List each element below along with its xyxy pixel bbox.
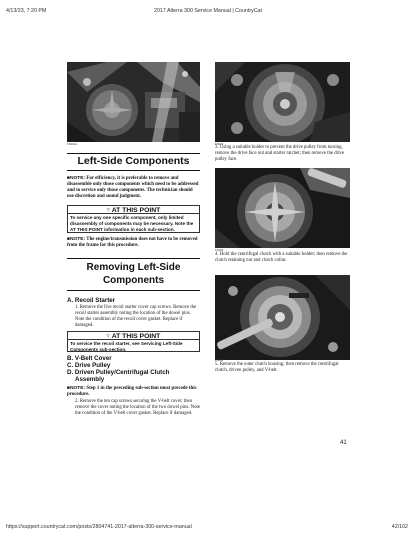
- subsection-drive-pulley: C. Drive Pulley: [67, 362, 111, 369]
- figure-label: FS001A: [67, 142, 78, 146]
- note-step-one: ■NOTE: Step 1 in the preceding sub-section must precede this procedure.: [67, 386, 197, 398]
- lamp-icon: ▽: [106, 333, 110, 338]
- print-header: [0, 0, 416, 20]
- step-remove-drive-pulley-face: 3. Using a suitable holder to prevent the drive pulley from turning, remove the drive face nut and starter ratchet; then remove the drive pulley face.: [215, 145, 345, 162]
- subsection-driven-pulley: D. Driven Pulley/Centrifugal Clutch Assembly: [67, 369, 170, 384]
- section-heading-removing-left-side-components: Removing Left-Side Components: [67, 258, 200, 291]
- print-url[interactable]: https://support.countrycat.com/posts/2804741-2017-alterra-300-service-manual: [6, 524, 192, 530]
- engine-left-side-photo: [67, 62, 200, 142]
- at-this-point-box: [67, 331, 200, 352]
- at-this-point-header: ▽ AT THIS POINT: [68, 206, 199, 214]
- print-footer: [0, 520, 416, 538]
- figure-label: FS002: [215, 142, 224, 146]
- at-this-point-text: To service the recoil starter, see Servicing Left-Side Components sub-section.: [70, 341, 183, 352]
- at-this-point-header: ▽ AT THIS POINT: [68, 332, 199, 340]
- note-engine-removal: ■NOTE: The engine/transmission does not have to be removed from the frame for this procedure.: [67, 237, 198, 249]
- subsection-recoil-starter: A. Recoil Starter: [67, 297, 116, 304]
- page-number: 41: [340, 440, 347, 446]
- step-remove-v-belt-cover: 2. Remove the ten cap screws securing the V-belt cover; then remove the cover noting the location of the two dowel pins. Note the condition of the V-belt cover gasket. Replace if damaged.: [75, 399, 200, 416]
- step-remove-clutch-nut: 4. Hold the centrifugal clutch with a suitable holder; then remove the clutch retaining nut and clutch collar.: [215, 252, 348, 263]
- figure-label: FS003: [215, 248, 224, 252]
- section-heading-left-side-components: Left-Side Components: [67, 153, 200, 171]
- at-this-point-box: [67, 205, 200, 233]
- print-datetime: 4/13/23, 7:20 PM: [6, 8, 47, 14]
- centrifugal-clutch-photo: [215, 168, 350, 248]
- print-page-counter: 42/102: [391, 524, 408, 530]
- drive-pulley-photo: [215, 62, 350, 142]
- subsection-v-belt-cover: B. V-Belt Cover: [67, 355, 112, 362]
- step-remove-clutch-housing: 5. Remove the outer clutch housing; then remove the centrifugal clutch, driven pulley, and V-belt.: [215, 362, 339, 373]
- at-this-point-text: To service any one specific component, only limited disassembly of components may be necessary. Note the AT THIS POINT information in each sub-section.: [70, 215, 194, 232]
- clutch-housing-photo: [215, 275, 350, 360]
- figure-label: FS004: [215, 358, 224, 362]
- lamp-icon: ▽: [106, 207, 110, 212]
- note-efficiency: ■NOTE: For efficiency, it is preferable to remove and disassemble only those components which need to be addressed and to service only those components. The technician should use discretion and sound judgment.: [67, 176, 199, 200]
- print-page-title: 2017 Alterra 300 Service Manual | CountryCat: [154, 8, 262, 14]
- step-remove-recoil-starter: 1. Remove the five recoil starter cover cap screws. Remove the recoil starter assembly noting the location of the dowel pins. Note the condition of the recoil cover gasket. Replace if damaged.: [75, 305, 197, 328]
